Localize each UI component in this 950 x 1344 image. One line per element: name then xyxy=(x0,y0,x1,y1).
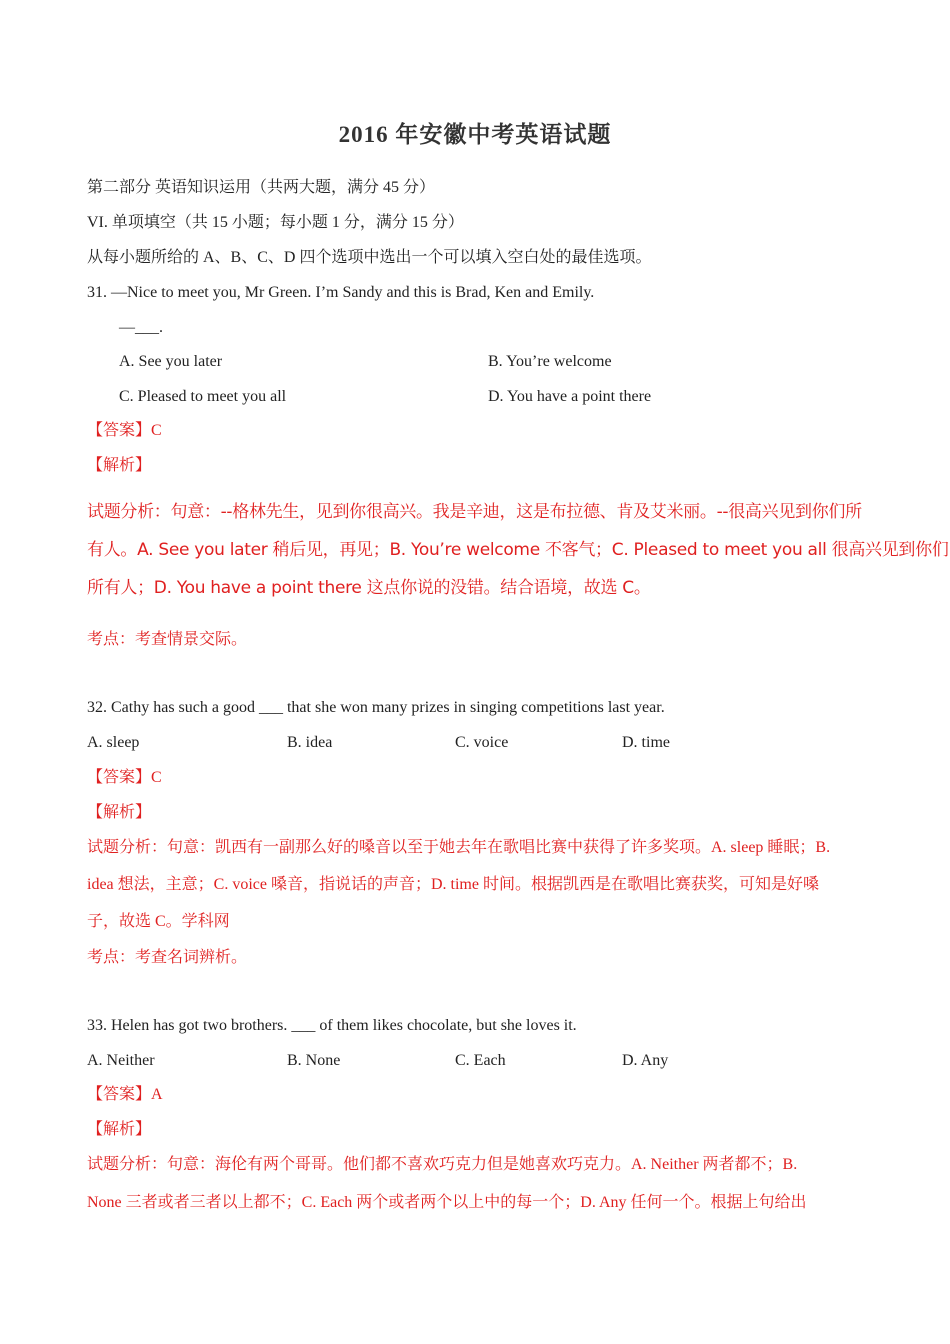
q33-answer: 【答案】A xyxy=(87,1086,163,1103)
q31-reply: —___. xyxy=(119,319,163,336)
q32-option-a: A. sleep xyxy=(87,734,140,751)
q33-option-a: A. Neither xyxy=(87,1052,155,1069)
q31-option-c: C. Pleased to meet you all xyxy=(119,388,287,405)
q32-answer: 【答案】C xyxy=(87,769,162,786)
instruction-text: 从每小题所给的 A、B、C、D 四个选项中选出一个可以填入空白处的最佳选项。 xyxy=(87,249,652,266)
q32-analysis-line: idea 想法，主意；C. voice 嗓音，指说话的声音；D. time 时间。根据凯西是在歌唱比赛获奖，可知是好嗓 xyxy=(87,876,819,893)
q32-point: 考点：考查名词辨析。 xyxy=(87,949,248,966)
q33-analysis-line: 试题分析：句意：海伦有两个哥哥。他们都不喜欢巧克力但是她喜欢巧克力。A. Neither 两者都不；B. xyxy=(87,1156,798,1173)
q32-analysis-label: 【解析】 xyxy=(87,804,152,821)
q32-option-d: D. time xyxy=(622,734,670,751)
q31-analysis-line: 有人。A. See you later 稍后见，再见；B. You’re welcome 不客气；C. Pleased to meet you all 很高兴见到你们 xyxy=(87,540,949,560)
q33-option-d: D. Any xyxy=(622,1052,669,1069)
q33-option-b: B. None xyxy=(287,1052,341,1069)
q33-analysis-line: None 三者或者三者以上都不；C. Each 两个或者两个以上中的每一个；D. Any 任何一个。根据上句给出 xyxy=(87,1194,807,1211)
q31-option-a: A. See you later xyxy=(119,353,223,370)
q31-answer: 【答案】C xyxy=(87,422,162,439)
q31-analysis-label: 【解析】 xyxy=(87,457,152,474)
q32-option-b: B. idea xyxy=(287,734,333,751)
q31-stem: 31. —Nice to meet you, Mr Green. I’m Sandy and this is Brad, Ken and Emily. xyxy=(87,284,595,301)
q32-analysis-line: 试题分析：句意：凯西有一副那么好的嗓音以至于她去年在歌唱比赛中获得了许多奖项。A. sleep 睡眠；B. xyxy=(87,839,831,856)
q33-option-c: C. Each xyxy=(455,1052,506,1069)
q31-option-d: D. You have a point there xyxy=(488,388,652,405)
section-heading: VI. 单项填空（共 15 小题；每小题 1 分，满分 15 分） xyxy=(87,214,464,231)
q32-option-c: C. voice xyxy=(455,734,509,751)
q31-option-b: B. You’re welcome xyxy=(488,353,612,370)
q33-stem: 33. Helen has got two brothers. ___ of them likes chocolate, but she loves it. xyxy=(87,1017,577,1034)
q33-analysis-label: 【解析】 xyxy=(87,1121,152,1138)
q31-point: 考点：考查情景交际。 xyxy=(87,631,248,648)
q32-analysis-line: 子，故选 C。学科网 xyxy=(87,913,230,930)
q31-analysis-line: 试题分析：句意：--格林先生，见到你很高兴。我是辛迪，这是布拉德、肯及艾米丽。--很高兴见到你们所 xyxy=(87,502,862,522)
q31-analysis-line: 所有人；D. You have a point there 这点你说的没错。结合语境，故选 C。 xyxy=(87,578,651,598)
part-heading: 第二部分 英语知识运用（共两大题，满分 45 分） xyxy=(87,179,436,196)
q32-stem: 32. Cathy has such a good ___ that she won many prizes in singing competitions last year. xyxy=(87,699,665,716)
page-title: 2016 年安徽中考英语试题 xyxy=(338,122,612,147)
